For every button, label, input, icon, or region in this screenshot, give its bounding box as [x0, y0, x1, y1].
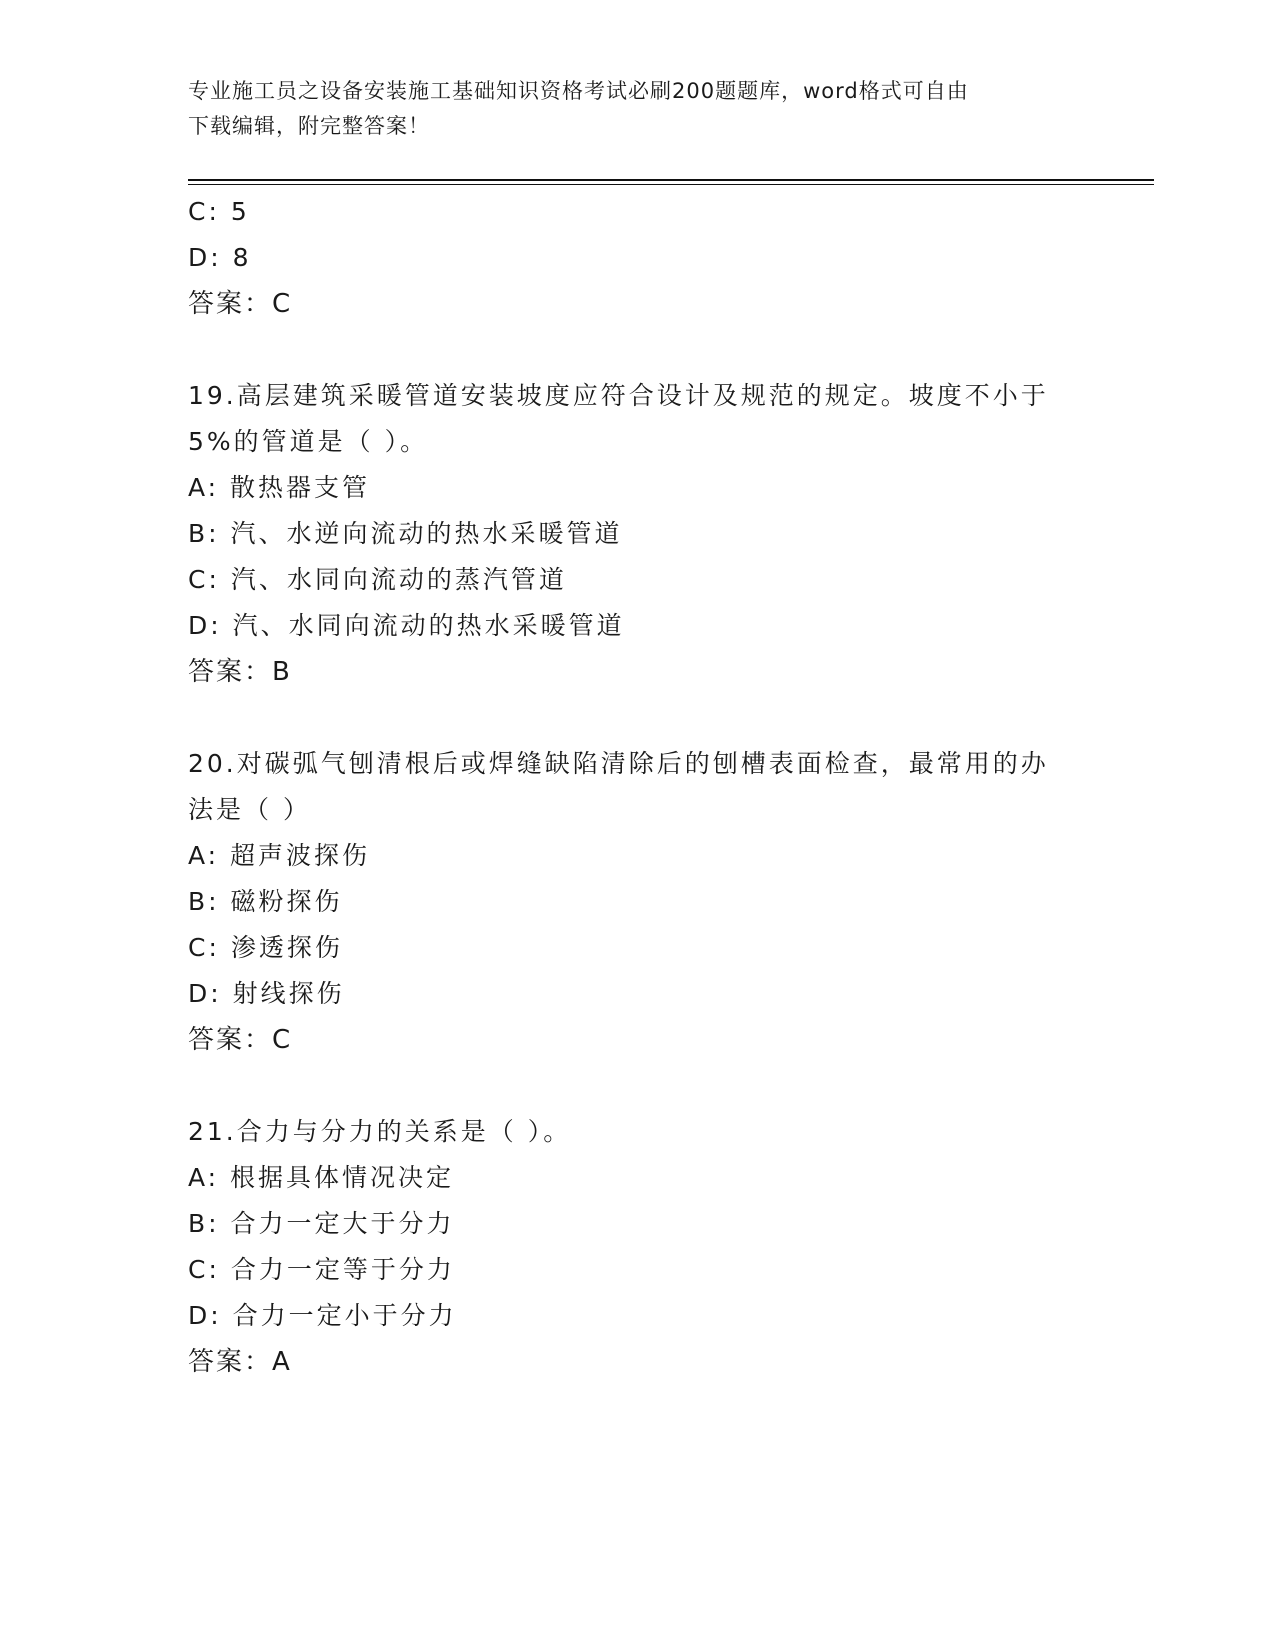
header-divider [188, 179, 1154, 185]
answer-line: 答案：A [188, 1347, 292, 1377]
question-stem-line: 20.对碳弧气刨清根后或焊缝缺陷清除后的刨槽表面检查，最常用的办 [188, 749, 1049, 778]
document-header [188, 74, 1068, 144]
option-a: A: 根据具体情况决定 [188, 1163, 455, 1192]
answer-line: 答案：B [188, 657, 292, 687]
option-d: D: 汽、水同向流动的热水采暖管道 [188, 611, 625, 640]
option-c: C: 渗透探伤 [188, 933, 343, 962]
answer-line: 答案：C [188, 1025, 293, 1055]
question-stem-line: 5%的管道是（ ）。 [188, 427, 429, 456]
header-line-2: 下载编辑，附完整答案！ [188, 114, 430, 138]
option-c: C: 合力一定等于分力 [188, 1255, 455, 1284]
option-b: B: 磁粉探伤 [188, 887, 343, 916]
option-c: C: 5 [188, 197, 250, 226]
question-block-21 [188, 1109, 1088, 1385]
option-a: A: 超声波探伤 [188, 841, 371, 870]
question-block-19 [188, 373, 1088, 695]
question-stem-line: 19.高层建筑采暖管道安装坡度应符合设计及规范的规定。坡度不小于 [188, 381, 1049, 410]
question-block-18 [188, 189, 1088, 327]
spacer [188, 1063, 1088, 1109]
option-d: D: 合力一定小于分力 [188, 1301, 457, 1330]
option-d: D: 射线探伤 [188, 979, 345, 1008]
question-list [188, 189, 1088, 1385]
question-stem-line: 法是（ ） [188, 795, 311, 824]
spacer [188, 327, 1088, 373]
spacer [188, 695, 1088, 741]
question-stem-line: 21.合力与分力的关系是（ ）。 [188, 1117, 572, 1146]
option-c: C: 汽、水同向流动的蒸汽管道 [188, 565, 567, 594]
option-d: D: 8 [188, 243, 252, 272]
option-b: B: 汽、水逆向流动的热水采暖管道 [188, 519, 623, 548]
answer-line: 答案：C [188, 289, 293, 319]
question-block-20 [188, 741, 1088, 1063]
option-b: B: 合力一定大于分力 [188, 1209, 455, 1238]
option-a: A: 散热器支管 [188, 473, 371, 502]
header-line-1: 专业施工员之设备安装施工基础知识资格考试必刷200题题库，word格式可自由 [188, 79, 969, 103]
